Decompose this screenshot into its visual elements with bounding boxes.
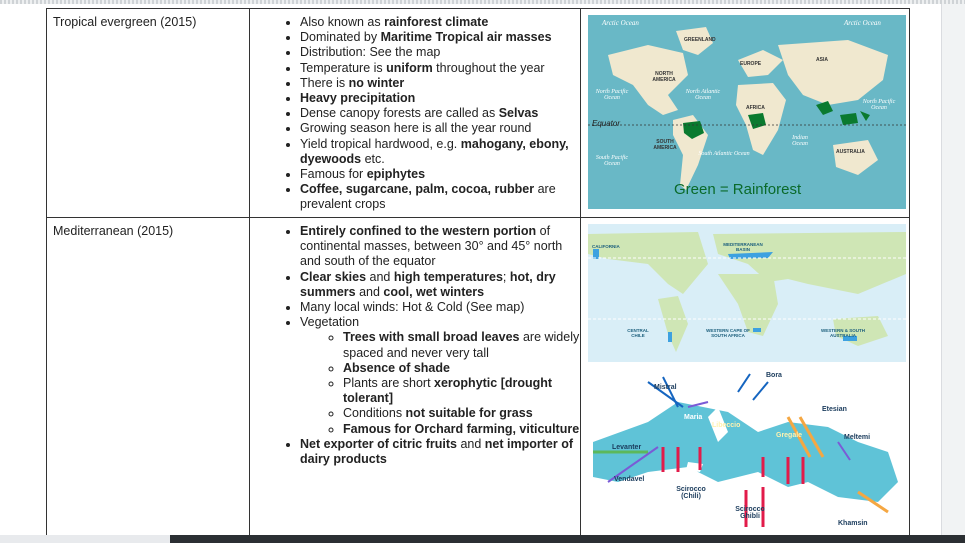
label-etesian: Etesian (822, 406, 847, 413)
list-item (300, 315, 580, 437)
bold-segment: Absence of shade (343, 360, 450, 375)
text-segment: Famous for (300, 167, 367, 182)
list-item (300, 91, 580, 106)
label-khamsin: Khamsin (838, 520, 868, 527)
text-segment: There is (300, 75, 349, 90)
bold-segment: rainforest climate (384, 15, 489, 29)
label-mediterranean-basin: MEDITERRANEAN BASIN (723, 242, 763, 252)
list-item (300, 30, 580, 45)
climate-name: Tropical evergreen (2015) (53, 15, 197, 29)
text-segment: are widely spaced and never very tall (343, 330, 580, 360)
label-australia: AUSTRALIA (836, 149, 865, 155)
text-segment: and (366, 269, 394, 284)
bold-segment: Net exporter of citric fruits (300, 436, 457, 451)
text-segment: Growing season here is all the year round (300, 121, 532, 136)
list-item (300, 437, 580, 467)
label-scirocco-chili: Scirocco (Chili) (676, 486, 706, 500)
sub-list-item (343, 406, 580, 421)
table-row (47, 218, 910, 536)
mediterranean-world-map (588, 224, 906, 362)
list-item (300, 300, 580, 315)
list-item (300, 61, 580, 76)
bold-segment: cool, wet winters (383, 284, 485, 299)
label-south-africa: WESTERN CAPE OF SOUTH AFRICA (706, 328, 750, 338)
bold-segment: not suitable for grass (405, 406, 533, 421)
vertical-scrollbar[interactable] (941, 4, 965, 535)
document-page (0, 4, 941, 535)
label-meltemi: Meltemi (844, 434, 871, 441)
mediterranean-winds-map (588, 372, 906, 530)
text-segment: Also known as (300, 15, 385, 29)
label-africa: AFRICA (746, 105, 765, 111)
taskbar (0, 535, 965, 543)
sub-list-item (343, 330, 580, 360)
bold-segment: high temperatures (393, 269, 503, 284)
label-south-america: SOUTH AMERICA (653, 139, 677, 151)
bold-segment: uniform (386, 60, 433, 75)
label-bora: Bora (766, 372, 782, 379)
bold-segment: no winter (348, 75, 405, 90)
label-arctic-left: Arctic Ocean (602, 19, 639, 27)
label-north-america: NORTH AMERICA (652, 71, 676, 83)
list-item (300, 137, 580, 167)
label-greenland: GREENLAND (684, 37, 716, 43)
sub-list (300, 330, 580, 436)
label-south-pacific: South Pacific Ocean (595, 155, 629, 167)
bold-segment: hot, dry summers (300, 269, 556, 299)
label-north-pacific-right: North Pacific Ocean (862, 99, 896, 111)
bold-segment: xerophytic [drought tolerant] (343, 376, 553, 406)
text-segment: are prevalent crops (300, 182, 556, 212)
climate-name: Mediterranean (2015) (53, 224, 174, 238)
text-segment: Conditions (343, 406, 406, 421)
label-arctic-right: Arctic Ocean (844, 19, 881, 27)
label-mistral: Mistral (654, 384, 677, 391)
bold-segment: Maritime Tropical air masses (380, 30, 552, 45)
label-equator: Equator (592, 119, 621, 128)
list-item (300, 76, 580, 91)
sub-list-item (343, 376, 580, 406)
label-maria: Maria (684, 414, 703, 421)
list-item (300, 182, 580, 212)
list-item (300, 270, 580, 300)
list-item (300, 167, 580, 182)
label-north-atlantic: North Atlantic Ocean (685, 89, 721, 101)
label-gregale: Gregale (776, 432, 803, 439)
bold-segment: Clear skies (300, 269, 367, 284)
text-segment: Dominated by (300, 30, 381, 45)
label-central-chile: CENTRAL CHILE (627, 328, 649, 338)
rainforest-world-map (588, 15, 906, 209)
label-asia: ASIA (816, 57, 828, 63)
text-segment: Distribution: See the map (300, 45, 441, 60)
text-segment: of continental masses, between 30° and 45° north and south of the equator (300, 224, 563, 269)
text-segment: Plants are short (343, 376, 435, 391)
list-item (300, 15, 580, 30)
bold-segment: Famous for Orchard farming, viticulture (343, 421, 580, 436)
text-segment: etc. (361, 151, 385, 166)
map-legend: Green = Rainforest (674, 181, 802, 198)
list-item (300, 45, 580, 60)
label-indian: Indian Ocean (792, 135, 808, 147)
label-california: CALIFORNIA (592, 244, 620, 249)
bold-segment: Heavy precipitation (300, 91, 416, 106)
list-item (300, 106, 580, 121)
bold-segment: mahogany, ebony, dyewoods (300, 136, 569, 166)
text-segment: ; (502, 269, 510, 284)
bold-segment: Coffee, sugarcane, palm, cocoa, rubber (300, 182, 535, 197)
text-segment: and (355, 284, 384, 299)
climate-table (46, 8, 910, 536)
text-segment: Many local winds: Hot & Cold (See map) (300, 300, 525, 315)
label-north-pacific-left: North Pacific Ocean (595, 89, 629, 101)
text-segment: throughout the year (432, 60, 545, 75)
bold-segment: Selvas (498, 106, 539, 121)
table-row (47, 9, 910, 218)
feature-list (250, 224, 580, 467)
text-segment: Yield tropical hardwood, e.g. (300, 136, 461, 151)
label-west-south-australia: WESTERN & SOUTH AUSTRALIA (820, 328, 865, 338)
text-segment: and (456, 436, 485, 451)
bold-segment: Entirely confined to the western portion (300, 224, 537, 238)
rainforest-map-svg (588, 15, 906, 209)
text-segment: Vegetation (300, 315, 360, 330)
bold-segment: net importer of dairy products (300, 436, 573, 467)
label-levanter: Levanter (612, 444, 642, 451)
list-item (300, 224, 580, 270)
label-south-atlantic: South Atlantic Ocean (698, 151, 750, 157)
label-europe: EUROPE (740, 61, 762, 67)
text-segment: Temperature is (300, 60, 387, 75)
label-scirocco-ghibli: Scirocco Ghibli (735, 506, 765, 520)
taskbar-thumbnail (0, 535, 170, 543)
sub-list-item (343, 361, 580, 376)
text-segment: Dense canopy forests are called as (300, 106, 499, 121)
bold-segment: epiphytes (366, 167, 426, 182)
sub-list-item (343, 422, 580, 437)
bold-segment: Trees with small broad leaves (343, 330, 520, 345)
label-vendavel: Vendavel (614, 476, 645, 483)
label-libeccio: Libeccio (712, 422, 741, 429)
feature-list (250, 15, 580, 213)
list-item (300, 121, 580, 136)
